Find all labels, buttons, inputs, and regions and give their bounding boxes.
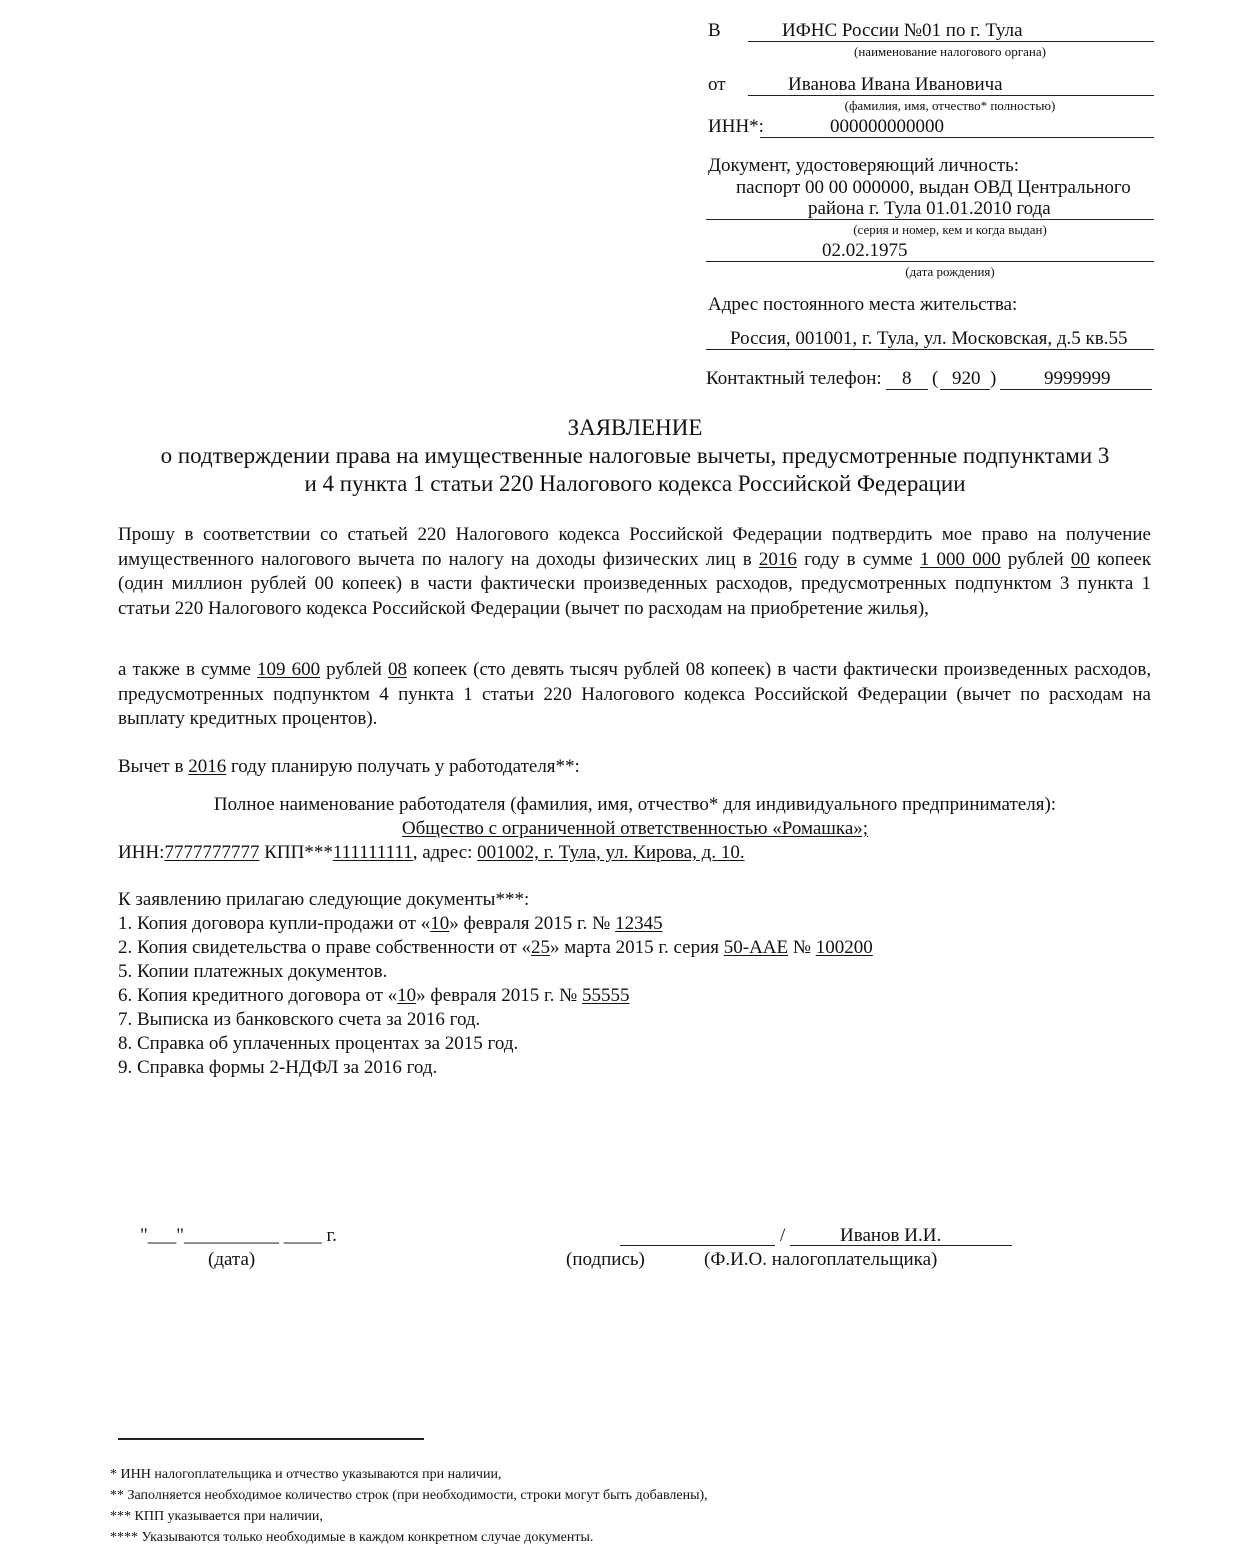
signature-slash: / — [780, 1225, 786, 1246]
phone-label: Контактный телефон: — [706, 368, 882, 389]
attachment-text: » марта 2015 г. серия — [550, 937, 719, 958]
para1-text-3: рублей — [1007, 548, 1064, 570]
attachment-item: 5. Копии платежных документов. — [118, 961, 388, 982]
employer-kpp-label: КПП*** — [264, 842, 333, 863]
phone-number-value[interactable]: 9999999 — [1044, 368, 1111, 389]
employer-inn-value[interactable]: 7777777777 — [164, 842, 260, 863]
footnote: ** Заполняется необходимое количество строк (при необходимости, строки могут быть добавлены), — [110, 1488, 708, 1503]
employer-name-label: Полное наименование работодателя (фамилия, имя, отчество* для индивидуального предпринимателя): — [213, 794, 1057, 815]
address-value[interactable]: Россия, 001001, г. Тула, ул. Московская, д.5 кв.55 — [730, 328, 1128, 349]
para2-kopecks[interactable]: 08 — [388, 659, 407, 680]
paragraph-interest-deduction — [118, 658, 1151, 732]
inn-value[interactable]: 000000000000 — [830, 116, 944, 137]
para1-text-2: году в сумме — [804, 548, 913, 570]
attachment-number[interactable]: 55555 — [581, 985, 630, 1006]
para1-kopecks[interactable]: 00 — [1070, 548, 1090, 570]
applicant-caption: (фамилия, имя, отчество* полностью) — [844, 98, 1056, 113]
attachment-item: 9. Справка формы 2-НДФЛ за 2016 год. — [118, 1057, 438, 1078]
paragraph-property-deduction — [118, 523, 1151, 621]
signature-caption: (подпись) — [566, 1249, 645, 1270]
footnote: * ИНН налогоплательщика и отчество указываются при наличии, — [110, 1467, 502, 1482]
attachment-day[interactable]: 25 — [531, 937, 551, 958]
phone-country-line — [886, 389, 928, 390]
employer-name-value[interactable]: Общество с ограниченной ответственностью «Ромашка»; — [401, 818, 869, 839]
id-doc-label: Документ, удостоверяющий личность: — [708, 155, 1020, 176]
employer-year-line — [118, 756, 580, 778]
attachment-item — [118, 937, 873, 959]
address-label: Адрес постоянного места жительства: — [708, 294, 1018, 315]
attachment-text: » февраля 2015 г. № — [449, 913, 611, 934]
title-main: ЗАЯВЛЕНИЕ — [567, 415, 703, 440]
employer-year[interactable]: 2016 — [188, 756, 227, 777]
employer-text-2: году планирую получать у работодателя**: — [230, 756, 580, 777]
id-doc-line — [706, 219, 1154, 220]
phone-code-open: ( — [932, 368, 939, 389]
phone-number-line — [1000, 389, 1152, 390]
employer-kpp-value[interactable]: 111111111 — [332, 842, 413, 863]
para1-amount[interactable]: 1 000 000 — [919, 548, 1001, 570]
para2-text-3: копеек (сто девять тысяч рублей 08 копеек) в части фактически произведенных расходов, предусмотренных подпунктом 4 пункта 1 статьи 220 Налогового кодекса Российской Федерации (вычет по расходам на выплату кредитных процентов). — [118, 659, 1152, 729]
attachment-number[interactable]: 12345 — [615, 913, 663, 934]
phone-code-line — [940, 389, 990, 390]
birth-date-value[interactable]: 02.02.1975 — [822, 240, 908, 261]
taxpayer-name-value[interactable]: Иванов И.И. — [840, 1225, 942, 1246]
attachment-text: 6. Копия кредитного договора от « — [118, 985, 398, 1006]
attachment-day[interactable]: 10 — [430, 913, 450, 934]
footnote: *** КПП указывается при наличии, — [110, 1509, 323, 1524]
attachment-text: № — [792, 937, 812, 958]
attachment-item — [118, 913, 663, 935]
para1-text-1: Прошу в соответствии со статьей 220 Налогового кодекса Российской Федерации подтвердить мое право на получение имущественного налогового вычета по налогу на доходы физических лиц в — [118, 524, 1151, 570]
employer-details-line — [118, 842, 745, 864]
id-doc-line2[interactable]: района г. Тула 01.01.2010 года — [808, 198, 1051, 219]
para2-text-2: рублей — [326, 659, 382, 680]
para2-text-1: а также в сумме — [118, 659, 251, 680]
employer-address-label: , адрес: — [412, 842, 473, 863]
date-field[interactable]: "___"__________ ____ г. — [140, 1225, 337, 1246]
attachment-text: 2. Копия свидетельства о праве собственности от « — [118, 937, 532, 958]
from-label: от — [708, 74, 726, 95]
taxpayer-name-line — [790, 1245, 1012, 1246]
tax-office-caption: (наименование налогового органа) — [854, 44, 1046, 59]
para2-amount[interactable]: 109 600 — [257, 659, 321, 680]
tax-office-value[interactable]: ИФНС России №01 по г. Тула — [782, 20, 1023, 41]
attachment-item: 7. Выписка из банковского счета за 2016 год. — [118, 1009, 481, 1030]
footnote: **** Указываются только необходимые в каждом конкретном случае документы. — [110, 1530, 594, 1545]
phone-country-value[interactable]: 8 — [902, 368, 912, 389]
signature-line[interactable] — [620, 1245, 775, 1246]
date-caption: (дата) — [208, 1249, 256, 1270]
attachment-item — [118, 985, 629, 1007]
birth-date-line — [706, 261, 1154, 262]
address-line — [706, 349, 1154, 350]
phone-code-value[interactable]: 920 — [952, 368, 981, 389]
employer-address-value[interactable]: 001002, г. Тула, ул. Кирова, д. 10. — [477, 842, 745, 863]
para1-text-4: копеек (один миллион рублей 00 копеек) в части фактически произведенных расходов, предусмотренных подпунктом 3 пункта 1 статьи 220 Налогового кодекса Российской Федерации (вычет по расходам на приобретение жилья), — [118, 548, 1152, 619]
title-line1: о подтверждении права на имущественные налоговые вычеты, предусмотренные подпунктами 3 — [160, 443, 1110, 468]
employer-name-row — [100, 818, 1170, 840]
footnote-separator — [118, 1438, 424, 1440]
para1-year[interactable]: 2016 — [758, 548, 797, 570]
phone-code-close: ) — [990, 368, 997, 389]
inn-label: ИНН*: — [708, 116, 764, 137]
employer-inn-label: ИНН: — [118, 842, 165, 863]
applicant-name-line — [748, 95, 1154, 96]
attachment-item: 8. Справка об уплаченных процентах за 2015 год. — [118, 1033, 519, 1054]
birth-caption: (дата рождения) — [905, 264, 995, 279]
attachment-series[interactable]: 50-ААЕ — [723, 937, 789, 958]
id-doc-caption: (серия и номер, кем и когда выдан) — [853, 222, 1047, 237]
tax-office-line — [748, 41, 1154, 42]
taxpayer-name-caption: (Ф.И.О. налогоплательщика) — [704, 1249, 938, 1270]
attachment-text: » февраля 2015 г. № — [416, 985, 578, 1006]
id-doc-line1[interactable]: паспорт 00 00 000000, выдан ОВД Центрального — [736, 177, 1131, 198]
attachment-day[interactable]: 10 — [397, 985, 417, 1006]
attachment-number[interactable]: 100200 — [815, 937, 873, 958]
title-line2: и 4 пункта 1 статьи 220 Налогового кодекса Российской Федерации — [304, 471, 966, 496]
applicant-name-value[interactable]: Ивановa Ивана Ивановича — [788, 74, 1003, 95]
attachment-text: 1. Копия договора купли-продажи от « — [118, 913, 431, 934]
attachments-intro: К заявлению прилагаю следующие документы***: — [118, 889, 530, 910]
inn-line — [760, 137, 1154, 138]
employer-text-1: Вычет в — [118, 756, 184, 777]
to-label: В — [708, 20, 721, 41]
